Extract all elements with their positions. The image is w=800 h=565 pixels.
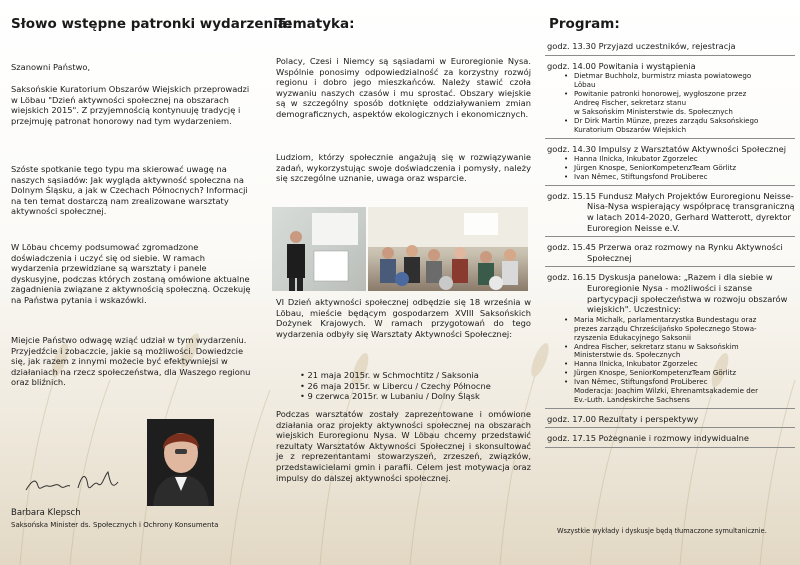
agenda-item [545,40,795,56]
list-item: • 21 maja 2015r. w Schmochtitz / Saksonia [300,370,479,380]
agenda-subitem-text: Dietmar Buchholz, burmistrz miasta powiatowego [574,71,752,81]
agenda-item [545,413,795,429]
agenda-subitem [545,396,795,405]
agenda-item-text: godz. 13.30 Przyjazd uczestników, rejestracja [547,41,736,51]
list-item: • 26 maja 2015r. w Libercu / Czechy Północne [300,380,491,391]
agenda-subitem-text: Löbau [574,80,596,90]
agenda-subitems [545,316,795,405]
topics-intro-2: Ludziom, którzy społecznie angażują się w rozwiązywanie zadań, wykorzystując swoje doświadczenia i pomysły, należy się szczególne uznanie, uwaga oraz wsparcie. [276,152,531,184]
handwritten-signature [22,462,132,502]
program-column [537,0,800,565]
agenda-subitem-text: Dr Dirk Martin Münze, prezes zarządu Saksońskiego [574,115,759,125]
agenda-item-text: godz. 14.30 Impulsy z Warsztatów Aktywności Społecznej [547,143,787,154]
agenda-subitem [545,173,795,182]
agenda-subitem-text: Moderacja: Joachim Wilzki, Ehrenamtsakademie der [574,386,759,396]
agenda-subitem-text: Ministerstwie ds. Społecznych [574,350,681,360]
bullet-icon: • [564,342,569,351]
agenda-subitem-text: Andreę Fischer, sekretarz stanu [574,97,687,107]
agenda-subitem-text: w Saksońskim Ministerstwie ds. Społecznych [574,106,733,116]
bullet-icon: • [564,172,569,181]
event-description: VI Dzień aktywności społecznej odbędzie się 18 września w Löbau, mieście będącym gospodarzem XVIII Saksońskich Dożynek Krajowych. W ramach przygotowań do tego wydarzenia odbyły się Warsztaty Aktywności Społecznej: [276,297,531,339]
workshop-photo-audience [368,207,528,291]
preface-paragraph-3: W Löbau chcemy podsumować zgromadzone doświadczenia i uczyć się od siebie. W ramach wydarzenia przewidziane są warsztaty i panele dyskusyjne, podczas których zostaną omówione aktualne zagadnienia związane z aktywnością społeczną. Oczekuję na Państwa pytania i wskazówki. [11,242,251,305]
agenda-item [545,432,795,448]
agenda-subitems [545,72,795,134]
agenda-subitems [545,155,795,182]
agenda-subitem-text: prezes zarządu Chrześcijańsko Społecznego Stowa- [574,323,757,333]
bullet-icon: • [564,164,569,173]
preface-column [0,0,293,565]
workshop-summary: Podczas warsztatów zostały zaprezentowane i omówione działania oraz projekty aktywności społecznej na obszarach wiejskich Euroregionu Nysa. W Löbau chcemy przedstawić rezultaty Warsztatów Aktywności Społecznej i skonsultować je z reprezentantami stowarzyszeń, zrzeszeń, związków, przedstawicielami gmin i parafii. Celem jest motywacja oraz impulsy do dalszej aktywności społecznej. [276,409,531,483]
agenda-item [545,60,795,139]
agenda-subitem-text: rzyszenia Edukacyjnego Saksonii [574,332,691,342]
agenda-subitem-text: Andrea Fischer, sekretarz stanu w Saksońskim [574,341,739,351]
program-heading: Program: [549,16,620,32]
workshop-photo-speaker [272,207,366,291]
agenda-subitem-text: Kuratorium Obszarów Wiejskich [574,124,687,134]
signatory-name: Barbara Klepsch [11,508,81,518]
preface-paragraph-1: Saksońskie Kuratorium Obszarów Wiejskich przeprowadzi w Löbau "Dzień aktywności społecznej na obszarach wiejskich 2015". Z przyjemnością kontynuuję tradycję i przejmuję patronat honorowy nad tym wydarzeniem. [11,84,250,126]
agenda-subitem-text: Ivan Němec, Stiftungsfond ProLiberec [574,377,708,387]
translation-note: Wszystkie wykłady i dyskusje będą tłumaczone symultanicznie. [557,527,767,535]
agenda-subitem-text: Powitanie patronki honorowej, wygłoszone przez [574,89,747,98]
agenda-subitem-text: Ev.-Luth. Landeskirche Sachsens [574,394,690,404]
topics-heading: Tematyka: [276,16,355,32]
agenda-item-text: godz. 15.15 Fundusz Małych Projektów Euroregionu Neisse-Nisa-Nysa wspierający współpracę transgraniczną w latach 2014-2020, Gerhard Watterott, dyrektor Euroregion Neisse e.V. [547,190,795,233]
agenda-item [545,190,795,237]
bullet-icon: • [564,90,569,98]
agenda-subitem-text: Hanna Ilnicka, Inkubator Zgorzelec [574,359,698,369]
preface-paragraph-2: Szóste spotkanie tego typu ma skierować uwagę na naszych sąsiadów: Jak wygląda aktywność społeczna na Dolnym Śląsku, a jak w Czechach Północnych? Informacji na ten temat dostarczą nam zrealizowane warsztaty aktywności społecznej. [11,164,248,217]
bullet-icon: • [564,155,569,164]
agenda-subitem-text: Jürgen Knospe, SeniorKompetenzTeam Görlitz [574,368,737,378]
agenda-subitem [545,126,795,135]
agenda-subitem-text: Jürgen Knospe, SeniorKompetenzTeam Görlitz [574,163,737,173]
topics-intro: Polacy, Czesi i Niemcy są sąsiadami w Euroregionie Nysa. Wspólnie ponosimy odpowiedzialność za korzystny rozwój regionu i dobro jego mieszkańców. Należy stawić czoła wyzwaniu naszych czasów i mu sprostać. Obszary wiejskie są w szczególny sposób dotknięte oddziaływaniem zmian demograficznych, aspektów ekologicznych i ekonomicznych. [276,56,531,119]
agenda-item [545,143,795,186]
list-item: • 9 czerwca 2015r. w Lubaniu / Dolny Śląsk [300,391,480,402]
topics-column [264,0,534,565]
agenda-subitem-text: Hanna Ilnicka, Inkubator Zgorzelec [574,154,698,164]
bullet-icon: • [564,72,569,81]
agenda-subitem-text: Maria Michalk, parlamentarzystka Bundestagu oraz [574,314,757,324]
agenda-subitem-text: Ivan Němec, Stiftungsfond ProLiberec [574,171,708,181]
bullet-icon: • [564,369,569,378]
agenda-item-text: godz. 17.15 Pożegnanie i rozmowy indywidualne [547,433,749,444]
agenda-item [545,271,795,408]
agenda-item-text: godz. 14.00 Powitania i wystąpienia [547,60,696,71]
bullet-icon: • [564,116,569,125]
agenda-item-text: godz. 17.00 Rezultaty i perspektywy [547,413,699,424]
agenda-item [545,241,795,267]
preface-heading: Słowo wstępne patronki wydarzenia: [11,16,293,32]
portrait-photo [147,419,214,506]
workshop-photos [272,207,528,291]
bullet-icon: • [564,378,569,387]
greeting: Szanowni Państwo, [11,62,91,72]
agenda-item-text: godz. 16.15 Dyskusja panelowa: „Razem i dla siebie w Euroregionie Nysa - możliwości i szanse partycypacji społeczeństwa w rozwoju obszarów wiejskich". Uczestnicy: [547,272,788,315]
agenda-list [545,40,795,452]
agenda-item-text: godz. 15.45 Przerwa oraz rozmowy na Rynku Aktywności Społecznej [547,242,783,263]
preface-paragraph-4: Miejcie Państwo odwagę wziąć udział w tym wydarzeniu. Przyjedźcie i zobaczcie, jakie są możliwości. Dowiedzcie się, jak razem z innymi możecie być efektywniejsi w działaniach na rzecz społeczeństwa, dla Waszego regionu oraz bliźnich. [11,335,251,388]
signatory-role: Saksońska Minister ds. Społecznych i Ochrony Konsumenta [11,521,219,529]
bullet-icon: • [564,315,569,324]
bullet-icon: • [564,360,569,369]
workshop-locations [300,370,491,402]
